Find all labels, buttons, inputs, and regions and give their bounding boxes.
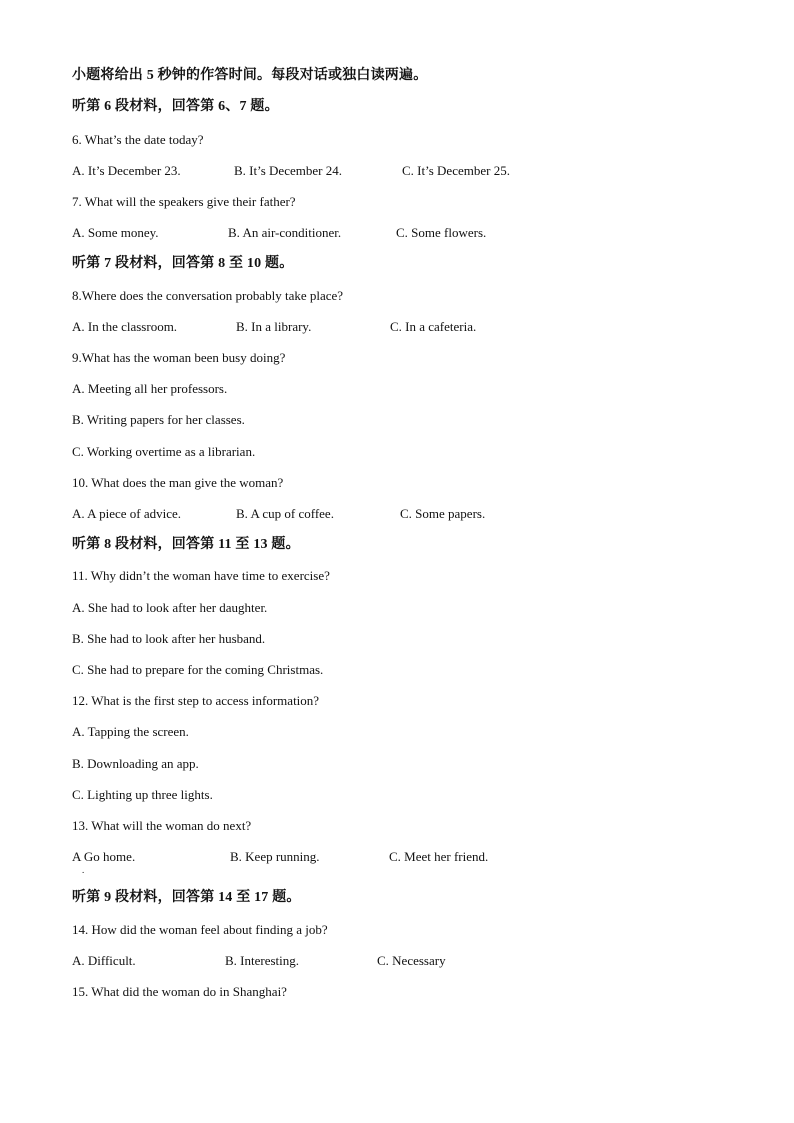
question-12-option-b: B. Downloading an app. bbox=[72, 756, 199, 771]
question-15: 15. What did the woman do in Shanghai? bbox=[72, 984, 287, 999]
question-6-option-b: B. It’s December 24. bbox=[234, 163, 342, 178]
question-6: 6. What’s the date today? bbox=[72, 132, 204, 147]
question-14-option-b: B. Interesting. bbox=[225, 953, 300, 968]
question-12-option-c: C. Lighting up three lights. bbox=[72, 787, 213, 802]
question-9-option-c: C. Working overtime as a librarian. bbox=[72, 444, 256, 459]
question-12-option-a: A. Tapping the screen. bbox=[72, 724, 189, 739]
stray-mark: . bbox=[82, 865, 85, 875]
question-12: 12. What is the first step to access information? bbox=[72, 693, 320, 708]
question-13-option-a: A Go home. bbox=[72, 849, 136, 864]
question-9: 9.What has the woman been busy doing? bbox=[72, 350, 286, 365]
question-7-option-a: A. Some money. bbox=[72, 225, 159, 240]
question-9-option-a: A. Meeting all her professors. bbox=[72, 381, 228, 396]
question-10-option-c: C. Some papers. bbox=[400, 506, 486, 521]
question-10-option-b: B. A cup of coffee. bbox=[236, 506, 334, 521]
question-14-option-a: A. Difficult. bbox=[72, 953, 136, 968]
section-8-heading: 听第 8 段材料，回答第 11 至 13 题。 bbox=[72, 537, 300, 552]
question-11: 11. Why didn’t the woman have time to exercise? bbox=[72, 568, 330, 583]
question-11-option-a: A. She had to look after her daughter. bbox=[72, 600, 268, 615]
question-6-option-c: C. It’s December 25. bbox=[402, 163, 510, 178]
question-13: 13. What will the woman do next? bbox=[72, 818, 252, 833]
question-6-option-a: A. It’s December 23. bbox=[72, 163, 181, 178]
question-8-option-c: C. In a cafeteria. bbox=[390, 319, 477, 334]
section-9-heading: 听第 9 段材料，回答第 14 至 17 题。 bbox=[72, 890, 301, 905]
question-10-option-a: A. A piece of advice. bbox=[72, 506, 182, 521]
section-6-heading: 听第 6 段材料，回答第 6、7 题。 bbox=[72, 99, 279, 114]
question-9-option-b: B. Writing papers for her classes. bbox=[72, 412, 245, 427]
question-8-option-b: B. In a library. bbox=[236, 319, 312, 334]
question-13-option-c: C. Meet her friend. bbox=[389, 849, 489, 864]
question-10: 10. What does the man give the woman? bbox=[72, 475, 284, 490]
question-13-option-b: B. Keep running. bbox=[230, 849, 320, 864]
question-11-option-c: C. She had to prepare for the coming Christmas. bbox=[72, 662, 324, 677]
intro-instruction: 小题将给出 5 秒钟的作答时间。每段对话或独白读两遍。 bbox=[72, 68, 428, 83]
question-8-option-a: A. In the classroom. bbox=[72, 319, 178, 334]
question-7-option-b: B. An air-conditioner. bbox=[228, 225, 342, 240]
question-7: 7. What will the speakers give their father? bbox=[72, 194, 296, 209]
question-7-option-c: C. Some flowers. bbox=[396, 225, 487, 240]
question-11-option-b: B. She had to look after her husband. bbox=[72, 631, 266, 646]
question-8: 8.Where does the conversation probably take place? bbox=[72, 288, 344, 303]
question-14-option-c: C. Necessary bbox=[377, 953, 446, 968]
section-7-heading: 听第 7 段材料，回答第 8 至 10 题。 bbox=[72, 256, 294, 271]
question-14: 14. How did the woman feel about finding a job? bbox=[72, 922, 328, 937]
